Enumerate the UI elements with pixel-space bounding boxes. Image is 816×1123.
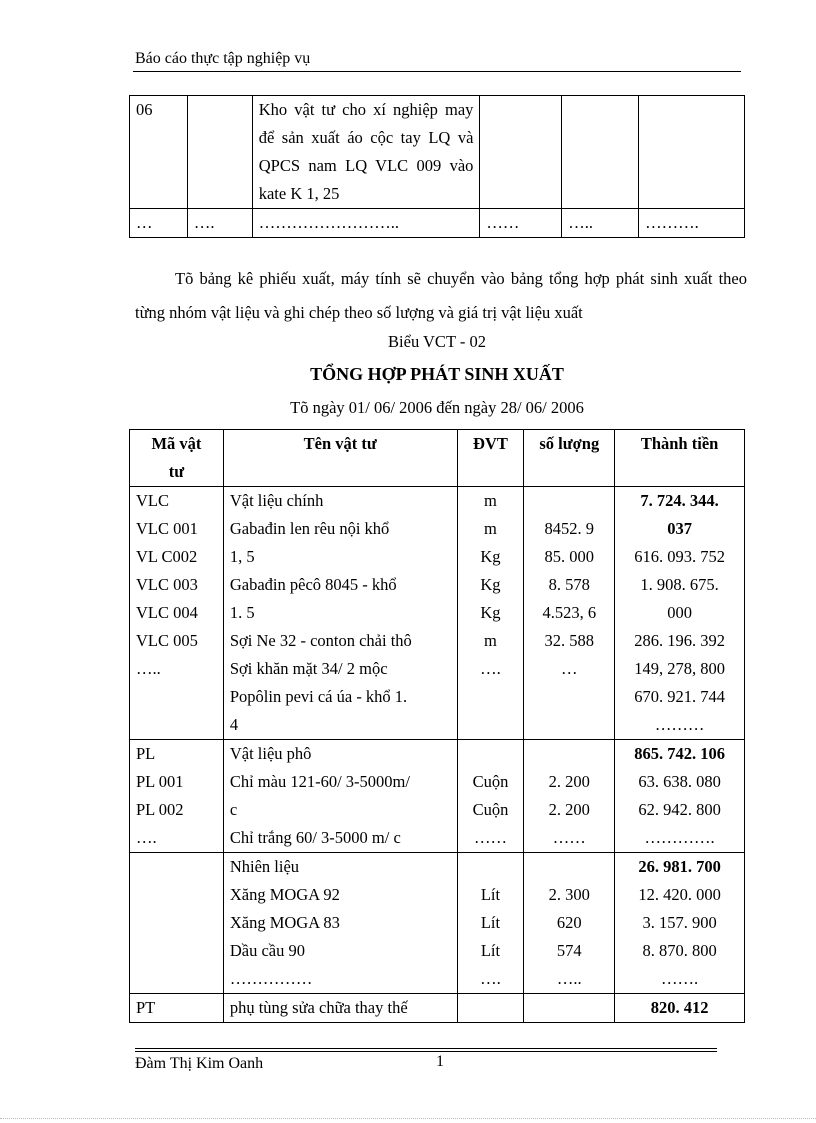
table-cell-amounts xyxy=(615,994,745,1023)
cell-line: ……… xyxy=(654,715,705,734)
table-cell-amounts xyxy=(615,487,745,740)
cell-line: 000 xyxy=(667,603,692,622)
table-cell xyxy=(562,96,639,209)
cell-line: Vật liệu phô xyxy=(229,744,312,763)
cell-line xyxy=(530,487,608,515)
table-cell: … xyxy=(130,209,188,238)
table-cell-units xyxy=(457,740,524,853)
table-cell-amounts xyxy=(615,853,745,994)
footer-rule xyxy=(135,1048,717,1049)
date-range: Tõ ngày 01/ 06/ 2006 đến ngày 28/ 06/ 2006 xyxy=(290,398,584,417)
table-cell: 06 xyxy=(130,96,188,209)
continuation-table xyxy=(129,95,745,238)
cell-line: 286. 196. 392 xyxy=(634,631,725,650)
table-cell: ………. xyxy=(639,209,745,238)
cell-line: VLC 005 xyxy=(136,631,198,650)
table-cell xyxy=(187,96,252,209)
cell-line: PT xyxy=(136,998,156,1017)
cell-line: 149, 278, 800 xyxy=(634,659,725,678)
cell-line: 1. 5 xyxy=(229,603,255,622)
header-rule xyxy=(133,71,741,72)
table-cell-quantities xyxy=(524,994,615,1023)
cell-line: 1. 908. 675. xyxy=(640,575,719,594)
cell-line: 8. 578 xyxy=(548,575,590,594)
table-cell: …………………….. xyxy=(252,209,480,238)
table-cell-codes xyxy=(130,994,224,1023)
table-cell-names xyxy=(223,994,457,1023)
cell-line: Cuộn xyxy=(472,772,509,791)
cell-line: Chỉ trắng 60/ 3-5000 m/ c xyxy=(229,828,401,847)
table-row xyxy=(130,740,745,853)
cell-line: 2. 300 xyxy=(548,885,590,904)
cell-line: 85. 000 xyxy=(544,547,595,566)
column-header: số lượng xyxy=(524,430,615,487)
cell-line: 7. 724. 344. xyxy=(640,491,719,510)
table-row xyxy=(130,96,745,209)
cell-line xyxy=(464,994,518,1022)
cell-line: Lít xyxy=(480,941,501,960)
cell-line: VLC 001 xyxy=(136,519,198,538)
column-header: Tên vật tư xyxy=(223,430,457,487)
table-cell-names xyxy=(223,853,457,994)
cell-line: 32. 588 xyxy=(544,631,595,650)
cell-line xyxy=(530,853,608,881)
table-cell-quantities xyxy=(524,487,615,740)
page-header-title: Báo cáo thực tập nghiệp vụ xyxy=(135,50,311,67)
footer-rule xyxy=(135,1051,717,1052)
cell-line: Nhiên liệu xyxy=(229,857,300,876)
cell-line: 3. 157. 900 xyxy=(642,913,717,932)
cell-line: …………… xyxy=(229,969,313,988)
cell-line: …. xyxy=(480,659,501,678)
cell-line: 8. 870. 800 xyxy=(642,941,717,960)
cell-line: 820. 412 xyxy=(650,998,709,1017)
page-edge-rule xyxy=(0,1118,816,1119)
form-code: Biểu VCT - 02 xyxy=(388,332,486,351)
cell-line: …. xyxy=(136,828,157,847)
cell-line: Gabađin pêcô 8045 - khổ xyxy=(229,575,397,594)
table-cell-codes xyxy=(130,740,224,853)
cell-line: Sợi Ne 32 - conton chải thô xyxy=(229,631,412,650)
cell-line: PL 001 xyxy=(136,772,184,791)
cell-line: 26. 981. 700 xyxy=(638,857,721,876)
cell-line: Vật liệu chính xyxy=(229,491,324,510)
cell-line: …… xyxy=(473,828,507,847)
cell-line: 4 xyxy=(229,715,239,734)
cell-line: …. xyxy=(480,969,501,988)
table-cell-codes xyxy=(130,487,224,740)
cell-line xyxy=(530,740,608,768)
table-row xyxy=(130,209,745,238)
cell-line: ……. xyxy=(661,969,699,988)
cell-line: ….. xyxy=(556,969,582,988)
cell-line: Popôlin pevi cá úa - khổ 1. xyxy=(229,687,408,706)
footer-author: Đàm Thị Kim Oanh xyxy=(135,1055,264,1072)
cell-line: Kg xyxy=(480,547,501,566)
cell-line: Kg xyxy=(480,575,501,594)
table-cell-units xyxy=(457,487,524,740)
cell-line: 620 xyxy=(556,913,582,932)
cell-line: …………. xyxy=(644,828,715,847)
cell-line: Xăng MOGA 83 xyxy=(229,913,340,932)
table-cell-units xyxy=(457,994,524,1023)
table-cell-units xyxy=(457,853,524,994)
table-cell xyxy=(480,96,562,209)
cell-line: Cuộn xyxy=(472,800,509,819)
cell-line: PL xyxy=(136,744,156,763)
table-cell: …… xyxy=(480,209,562,238)
cell-line xyxy=(530,994,608,1022)
table-cell-names xyxy=(223,740,457,853)
table-row xyxy=(130,487,745,740)
cell-line: Xăng MOGA 92 xyxy=(229,885,340,904)
cell-line: 2. 200 xyxy=(548,800,590,819)
cell-line: Sợi khăn mặt 34/ 2 mộc xyxy=(229,659,388,678)
column-header: ĐVT xyxy=(457,430,524,487)
cell-line: 4.523, 6 xyxy=(542,603,597,622)
cell-line: Lít xyxy=(480,913,501,932)
cell-line xyxy=(464,853,518,881)
page-number: 1 xyxy=(436,1053,444,1070)
table-cell: ….. xyxy=(562,209,639,238)
cell-line: 1, 5 xyxy=(229,547,255,566)
cell-line: … xyxy=(561,659,578,678)
cell-line: 865. 742. 106 xyxy=(634,744,725,763)
cell-line: 670. 921. 744 xyxy=(634,687,725,706)
cell-line: VLC 004 xyxy=(136,603,198,622)
cell-line: m xyxy=(484,519,497,538)
cell-line: …… xyxy=(552,828,586,847)
cell-line: 8452. 9 xyxy=(544,519,595,538)
body-paragraph: Tõ bảng kê phiếu xuất, máy tính sẽ chuyển vào bảng tổng hợp phát sinh xuất theo từng nhóm vật liệu và ghi chép theo số lượng và giá trị vật liệu xuất xyxy=(135,269,747,322)
cell-line: Chỉ màu 121-60/ 3-5000m/ xyxy=(229,772,410,791)
table-cell-quantities xyxy=(524,740,615,853)
table-cell: Kho vật tư cho xí nghiệp may để sản xuất áo cộc tay LQ và QPCS nam LQ VLC 009 vào kate K 1, 25 xyxy=(252,96,480,209)
table-header-row xyxy=(130,430,745,487)
cell-line: m xyxy=(484,491,497,510)
column-header: Thành tiền xyxy=(615,430,745,487)
table-cell-codes xyxy=(130,853,224,994)
summary-table xyxy=(129,429,745,1023)
cell-line: VL C002 xyxy=(136,547,198,566)
cell-line: Lít xyxy=(480,885,501,904)
cell-line: 12. 420. 000 xyxy=(638,885,721,904)
table-cell-amounts xyxy=(615,740,745,853)
table-cell-quantities xyxy=(524,853,615,994)
cell-line xyxy=(464,740,518,768)
cell-line: 63. 638. 080 xyxy=(638,772,721,791)
cell-line: phụ tùng sửa chữa thay thế xyxy=(229,998,408,1017)
cell-line: 2. 200 xyxy=(548,772,590,791)
table-cell: …. xyxy=(187,209,252,238)
cell-line: c xyxy=(229,800,238,819)
cell-line: Kg xyxy=(480,603,501,622)
cell-line: 037 xyxy=(667,519,692,538)
column-header: Mã vật tư xyxy=(130,430,224,487)
cell-line: 574 xyxy=(556,941,582,960)
cell-line: VLC xyxy=(136,491,169,510)
cell-line: Gabađin len rêu nội khổ xyxy=(229,519,390,538)
cell-line: ….. xyxy=(136,659,161,678)
cell-line: PL 002 xyxy=(136,800,184,819)
table-cell xyxy=(639,96,745,209)
cell-line: Dầu cầu 90 xyxy=(229,941,305,960)
table-cell-names xyxy=(223,487,457,740)
cell-line: 616. 093. 752 xyxy=(634,547,725,566)
table-title: TỔNG HỢP PHÁT SINH XUẤT xyxy=(310,364,564,384)
table-row xyxy=(130,994,745,1023)
table-row xyxy=(130,853,745,994)
cell-line: VLC 003 xyxy=(136,575,198,594)
cell-line: m xyxy=(484,631,497,650)
cell-line: 62. 942. 800 xyxy=(638,800,721,819)
